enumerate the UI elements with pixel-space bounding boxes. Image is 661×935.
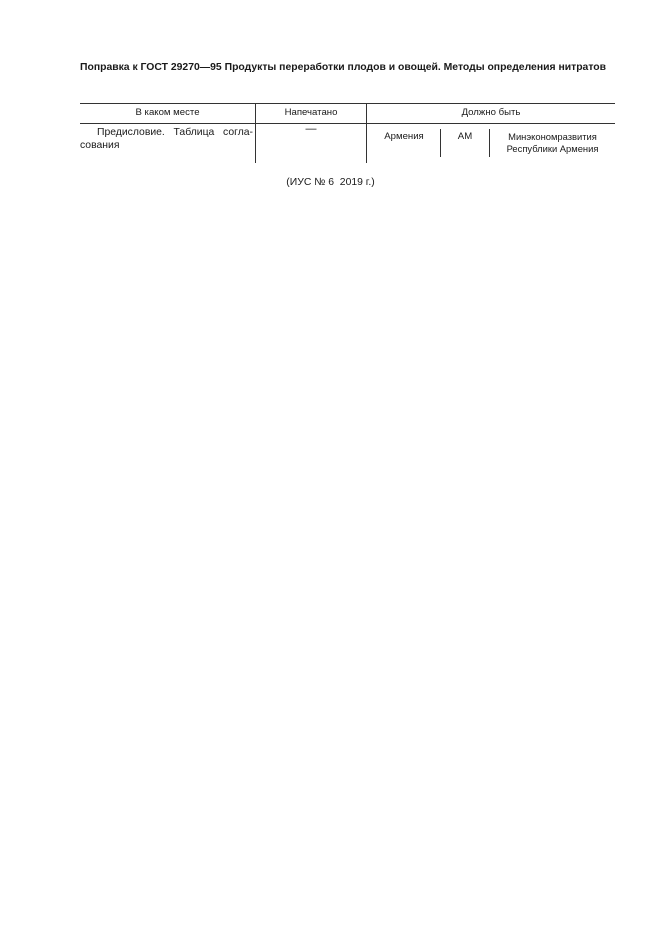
row-country-code: АМ <box>457 131 473 142</box>
document-title: Поправка к ГОСТ 29270—95 Продукты переработки плодов и овощей. Методы определения нитратов <box>80 62 607 73</box>
publication-note: (ИУС № 6 2019 г.) <box>286 177 375 188</box>
table-top-rule <box>80 103 615 104</box>
row-organization-line1: Минэкономразвития <box>508 131 597 142</box>
row-printed: — <box>305 123 317 135</box>
header-place: В каком месте <box>135 107 200 118</box>
row-organization <box>490 131 615 155</box>
corrections-table <box>80 103 615 163</box>
header-printed: Напечатано <box>284 107 338 118</box>
row-place: Предисловие. Таблица согла-сования <box>80 127 253 151</box>
header-must-be: Должно быть <box>461 107 521 118</box>
row-country: Армения <box>384 131 424 142</box>
row-organization-line2: Республики Армения <box>506 143 599 154</box>
